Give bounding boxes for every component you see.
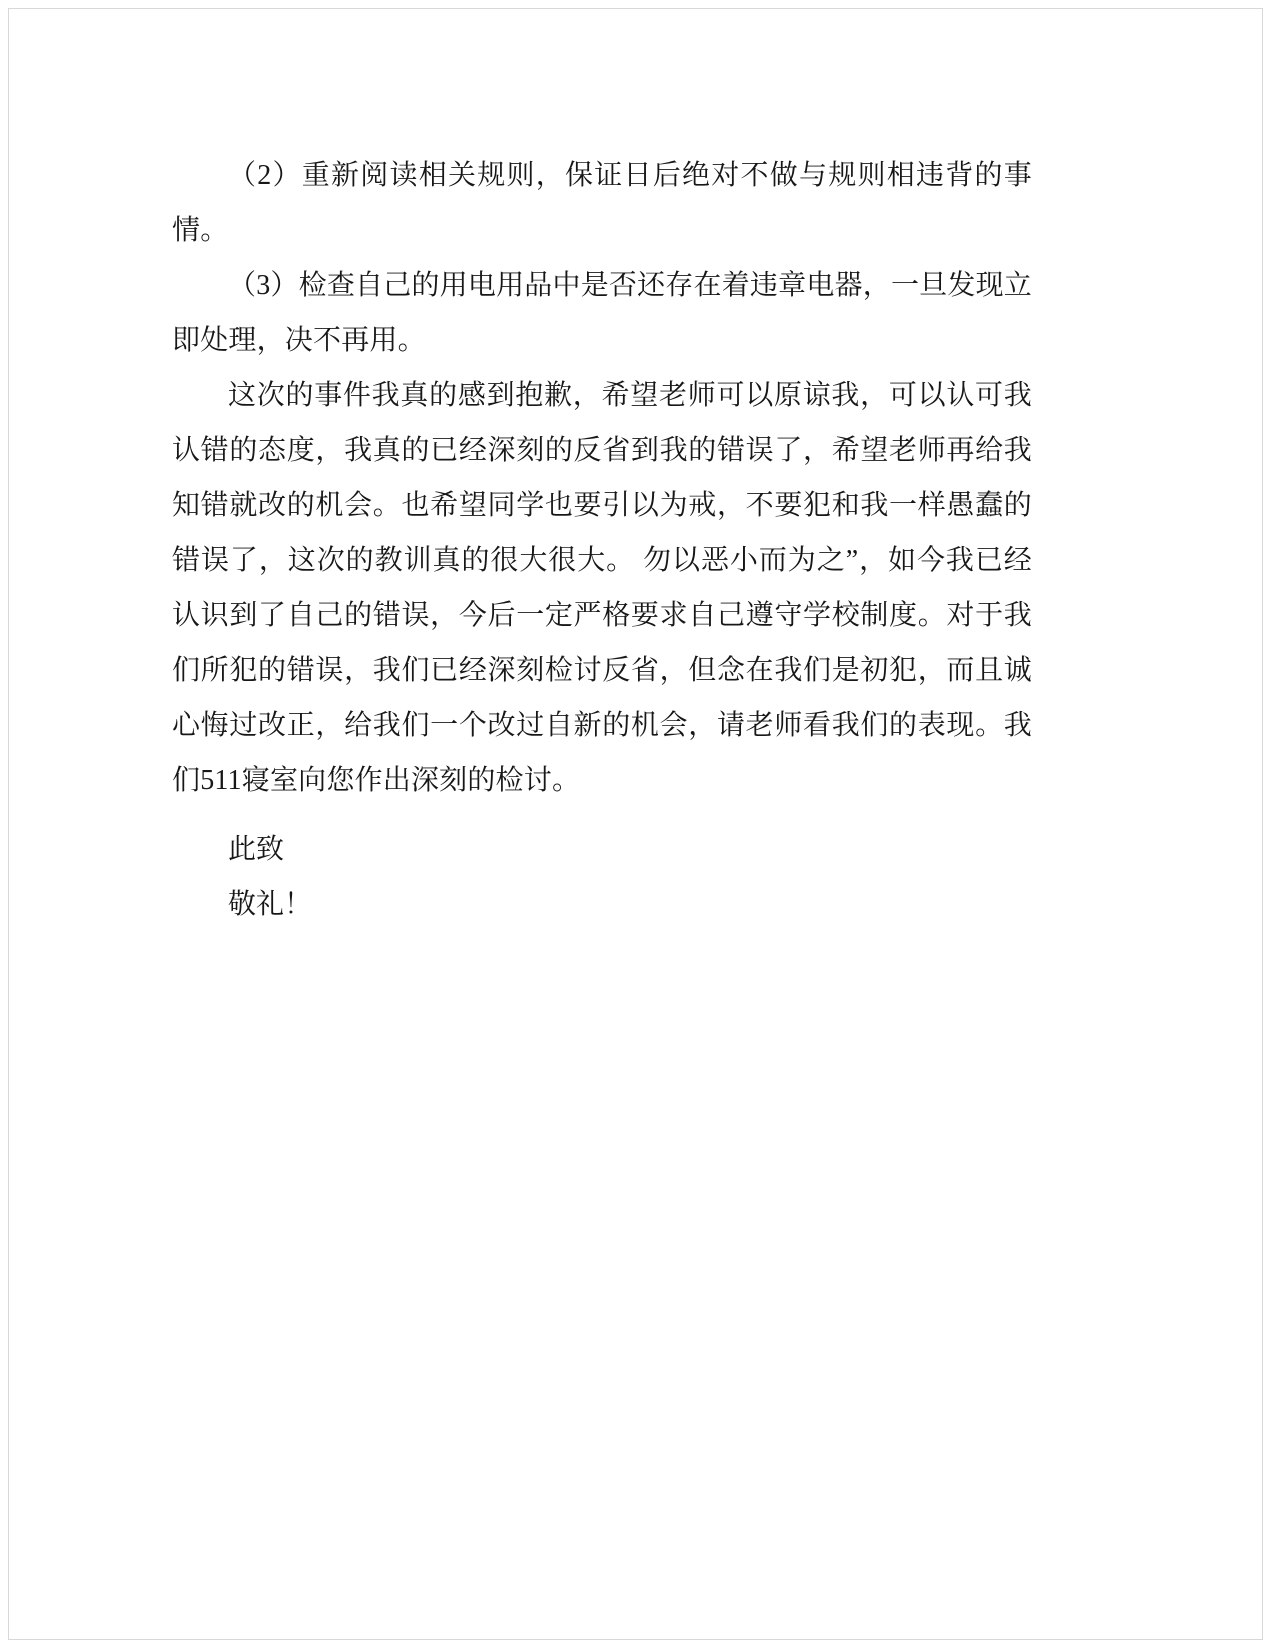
closing-line-cizhi: 此致 xyxy=(228,834,285,865)
closing-line-jingli: 敬礼！ xyxy=(228,889,313,920)
paragraph-item-2: （2）重新阅读相关规则，保证日后绝对不做与规则相违背的事情。 xyxy=(172,160,1032,246)
paragraph-apology-body: 这次的事件我真的感到抱歉，希望老师可以原谅我，可以认可我认错的态度，我真的已经深刻的反省到我的错误了，希望老师再给我知错就改的机会。也希望同学也要引以为戒，不要犯和我一样愚蠢的错误了，这次的教训真的很大很大。 勿以恶小而为之”，如今我已经认识到了自己的错误，今后一定严格要求自己遵守学校制度。对于我们所犯的错误，我们已经深刻检讨反省，但念在我们是初犯，而且诚心悔过改正，给我们一个改过自新的机会，请老师看我们的表现。我们511寝室向您作出深刻的检讨。 xyxy=(172,380,1032,796)
closing-spacer xyxy=(172,808,1032,822)
paragraph-item-3: （3）检查自己的用电用品中是否还存在着违章电器，一旦发现立即处理，决不再用。 xyxy=(172,270,1032,356)
document-body xyxy=(172,148,1032,932)
